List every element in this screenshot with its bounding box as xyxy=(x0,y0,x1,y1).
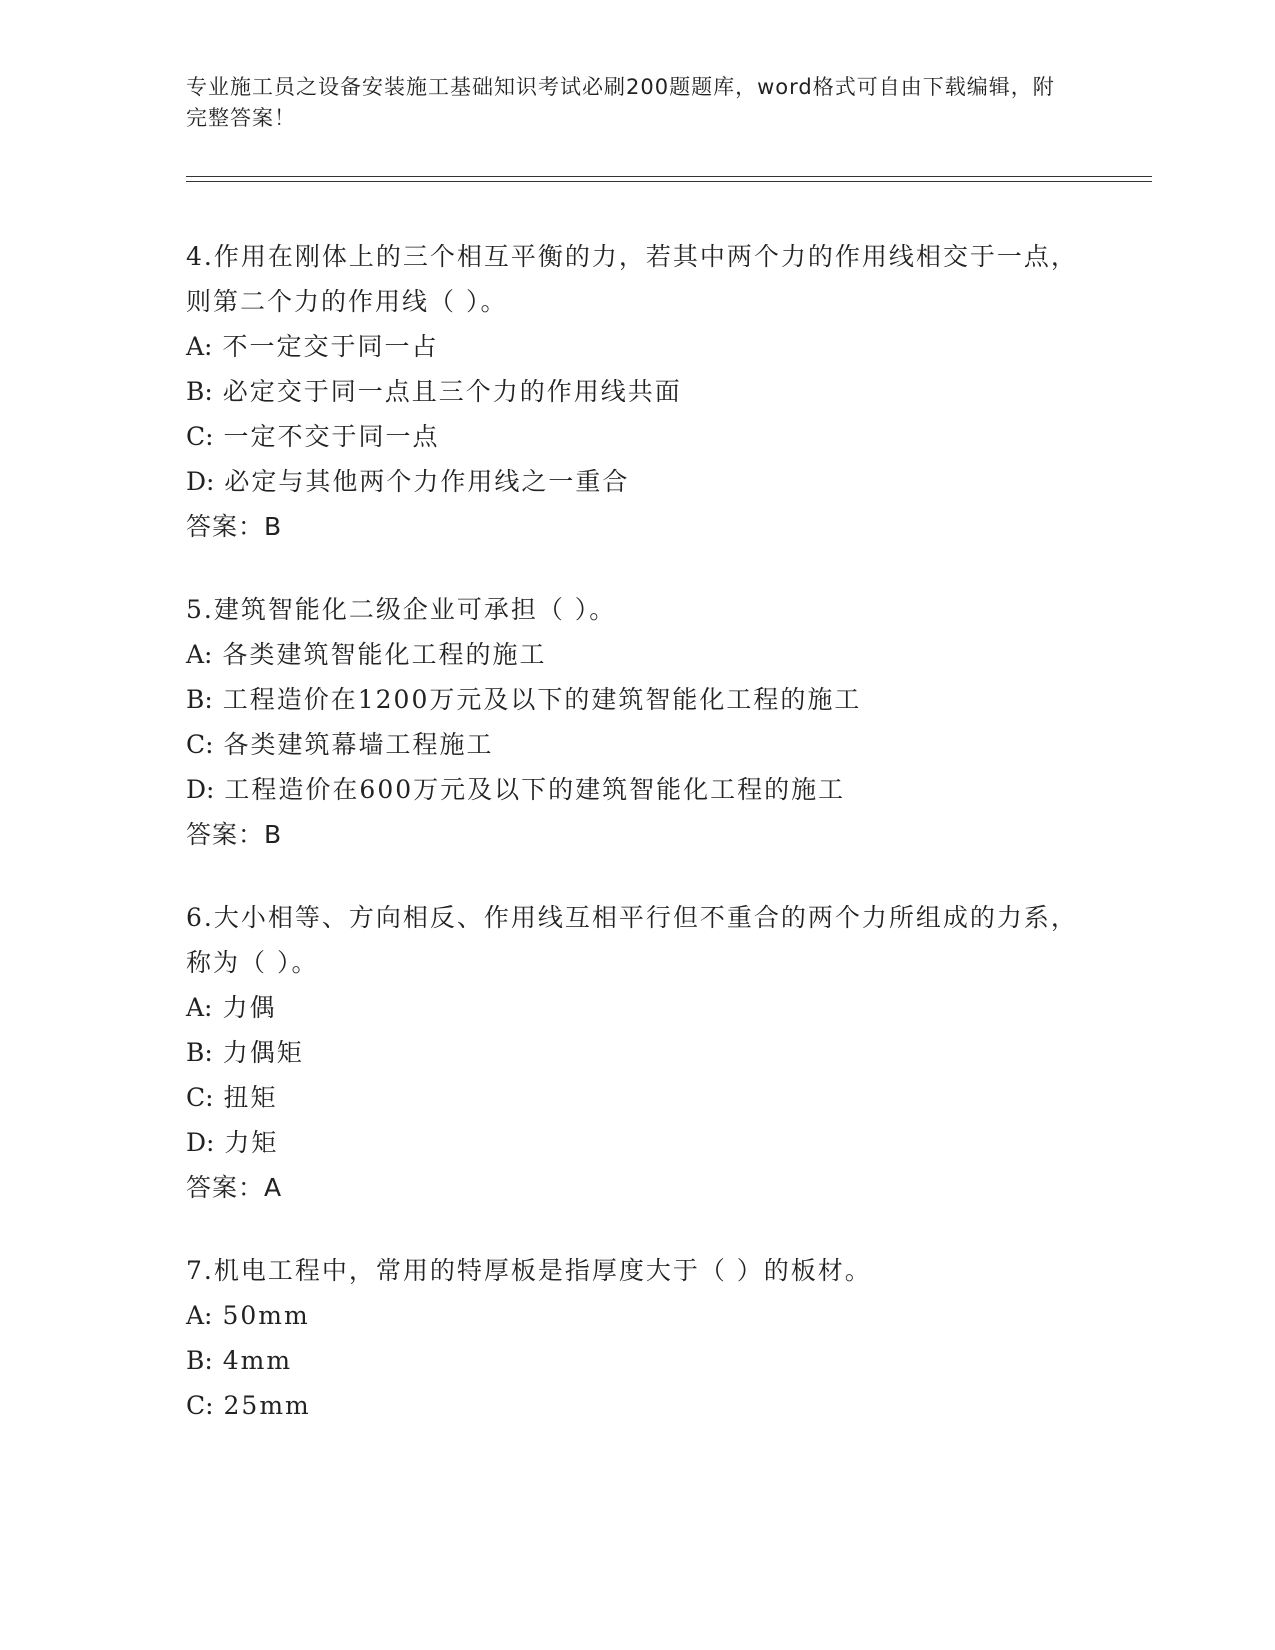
option-text: 力矩 xyxy=(224,1128,279,1157)
option-text: 不一定交于同一占 xyxy=(222,332,439,361)
option-text: 50mm xyxy=(222,1301,310,1330)
option-c xyxy=(186,722,1086,767)
option-d xyxy=(186,459,1086,504)
option-d xyxy=(186,1120,1086,1165)
question-text: 5.建筑智能化二级企业可承担（ ）。 xyxy=(186,595,617,624)
option-d xyxy=(186,767,1086,812)
option-label: D: xyxy=(186,1128,215,1157)
option-label: C: xyxy=(186,422,214,451)
question-list xyxy=(186,234,1086,1466)
option-text: 25mm xyxy=(223,1391,311,1420)
option-label: B: xyxy=(186,685,213,714)
option-text: 力偶矩 xyxy=(222,1038,304,1067)
option-b xyxy=(186,1338,1086,1383)
option-label: D: xyxy=(186,775,215,804)
option-text: 4mm xyxy=(222,1346,293,1375)
option-label: A: xyxy=(186,332,213,361)
option-a xyxy=(186,632,1086,677)
header-divider-bottom xyxy=(186,181,1152,182)
option-label: B: xyxy=(186,1346,213,1375)
option-b xyxy=(186,1030,1086,1075)
header-divider-top xyxy=(186,176,1152,177)
question-text: 7.机电工程中，常用的特厚板是指厚度大于（ ）的板材。 xyxy=(186,1256,872,1285)
option-text: 扭矩 xyxy=(223,1083,278,1112)
option-a xyxy=(186,985,1086,1030)
option-text: 各类建筑智能化工程的施工 xyxy=(222,640,547,669)
option-label: B: xyxy=(186,1038,213,1067)
option-text: 工程造价在600万元及以下的建筑智能化工程的施工 xyxy=(224,775,846,804)
option-label: B: xyxy=(186,377,213,406)
option-c xyxy=(186,1383,1086,1428)
option-label: A: xyxy=(186,993,213,1022)
answer-text: 答案：B xyxy=(186,512,283,541)
option-label: C: xyxy=(186,1391,214,1420)
question-text: 4.作用在刚体上的三个相互平衡的力，若其中两个力的作用线相交于一点，则第二个力的作用线（ ）。 xyxy=(186,242,1078,316)
option-c xyxy=(186,1075,1086,1120)
option-label: A: xyxy=(186,640,213,669)
option-text: 一定不交于同一点 xyxy=(223,422,440,451)
option-c xyxy=(186,414,1086,459)
option-text: 工程造价在1200万元及以下的建筑智能化工程的施工 xyxy=(222,685,862,714)
question-item xyxy=(186,234,1086,549)
question-item xyxy=(186,895,1086,1210)
option-text: 必定交于同一点且三个力的作用线共面 xyxy=(222,377,682,406)
option-text: 力偶 xyxy=(222,993,277,1022)
option-a xyxy=(186,324,1086,369)
option-label: C: xyxy=(186,730,214,759)
question-text: 6.大小相等、方向相反、作用线互相平行但不重合的两个力所组成的力系，称为（ ）。 xyxy=(186,903,1078,977)
option-b xyxy=(186,369,1086,414)
option-text: 各类建筑幕墙工程施工 xyxy=(223,730,494,759)
option-label: D: xyxy=(186,467,215,496)
answer-text: 答案：B xyxy=(186,820,283,849)
option-b xyxy=(186,677,1086,722)
option-label: A: xyxy=(186,1301,213,1330)
question-item xyxy=(186,587,1086,857)
option-a xyxy=(186,1293,1086,1338)
document-header: 专业施工员之设备安装施工基础知识考试必刷200题题库，word格式可自由下载编辑，附完整答案！ xyxy=(186,75,1055,130)
question-item xyxy=(186,1248,1086,1428)
option-text: 必定与其他两个力作用线之一重合 xyxy=(224,467,630,496)
answer-text: 答案：A xyxy=(186,1173,283,1202)
option-label: C: xyxy=(186,1083,214,1112)
